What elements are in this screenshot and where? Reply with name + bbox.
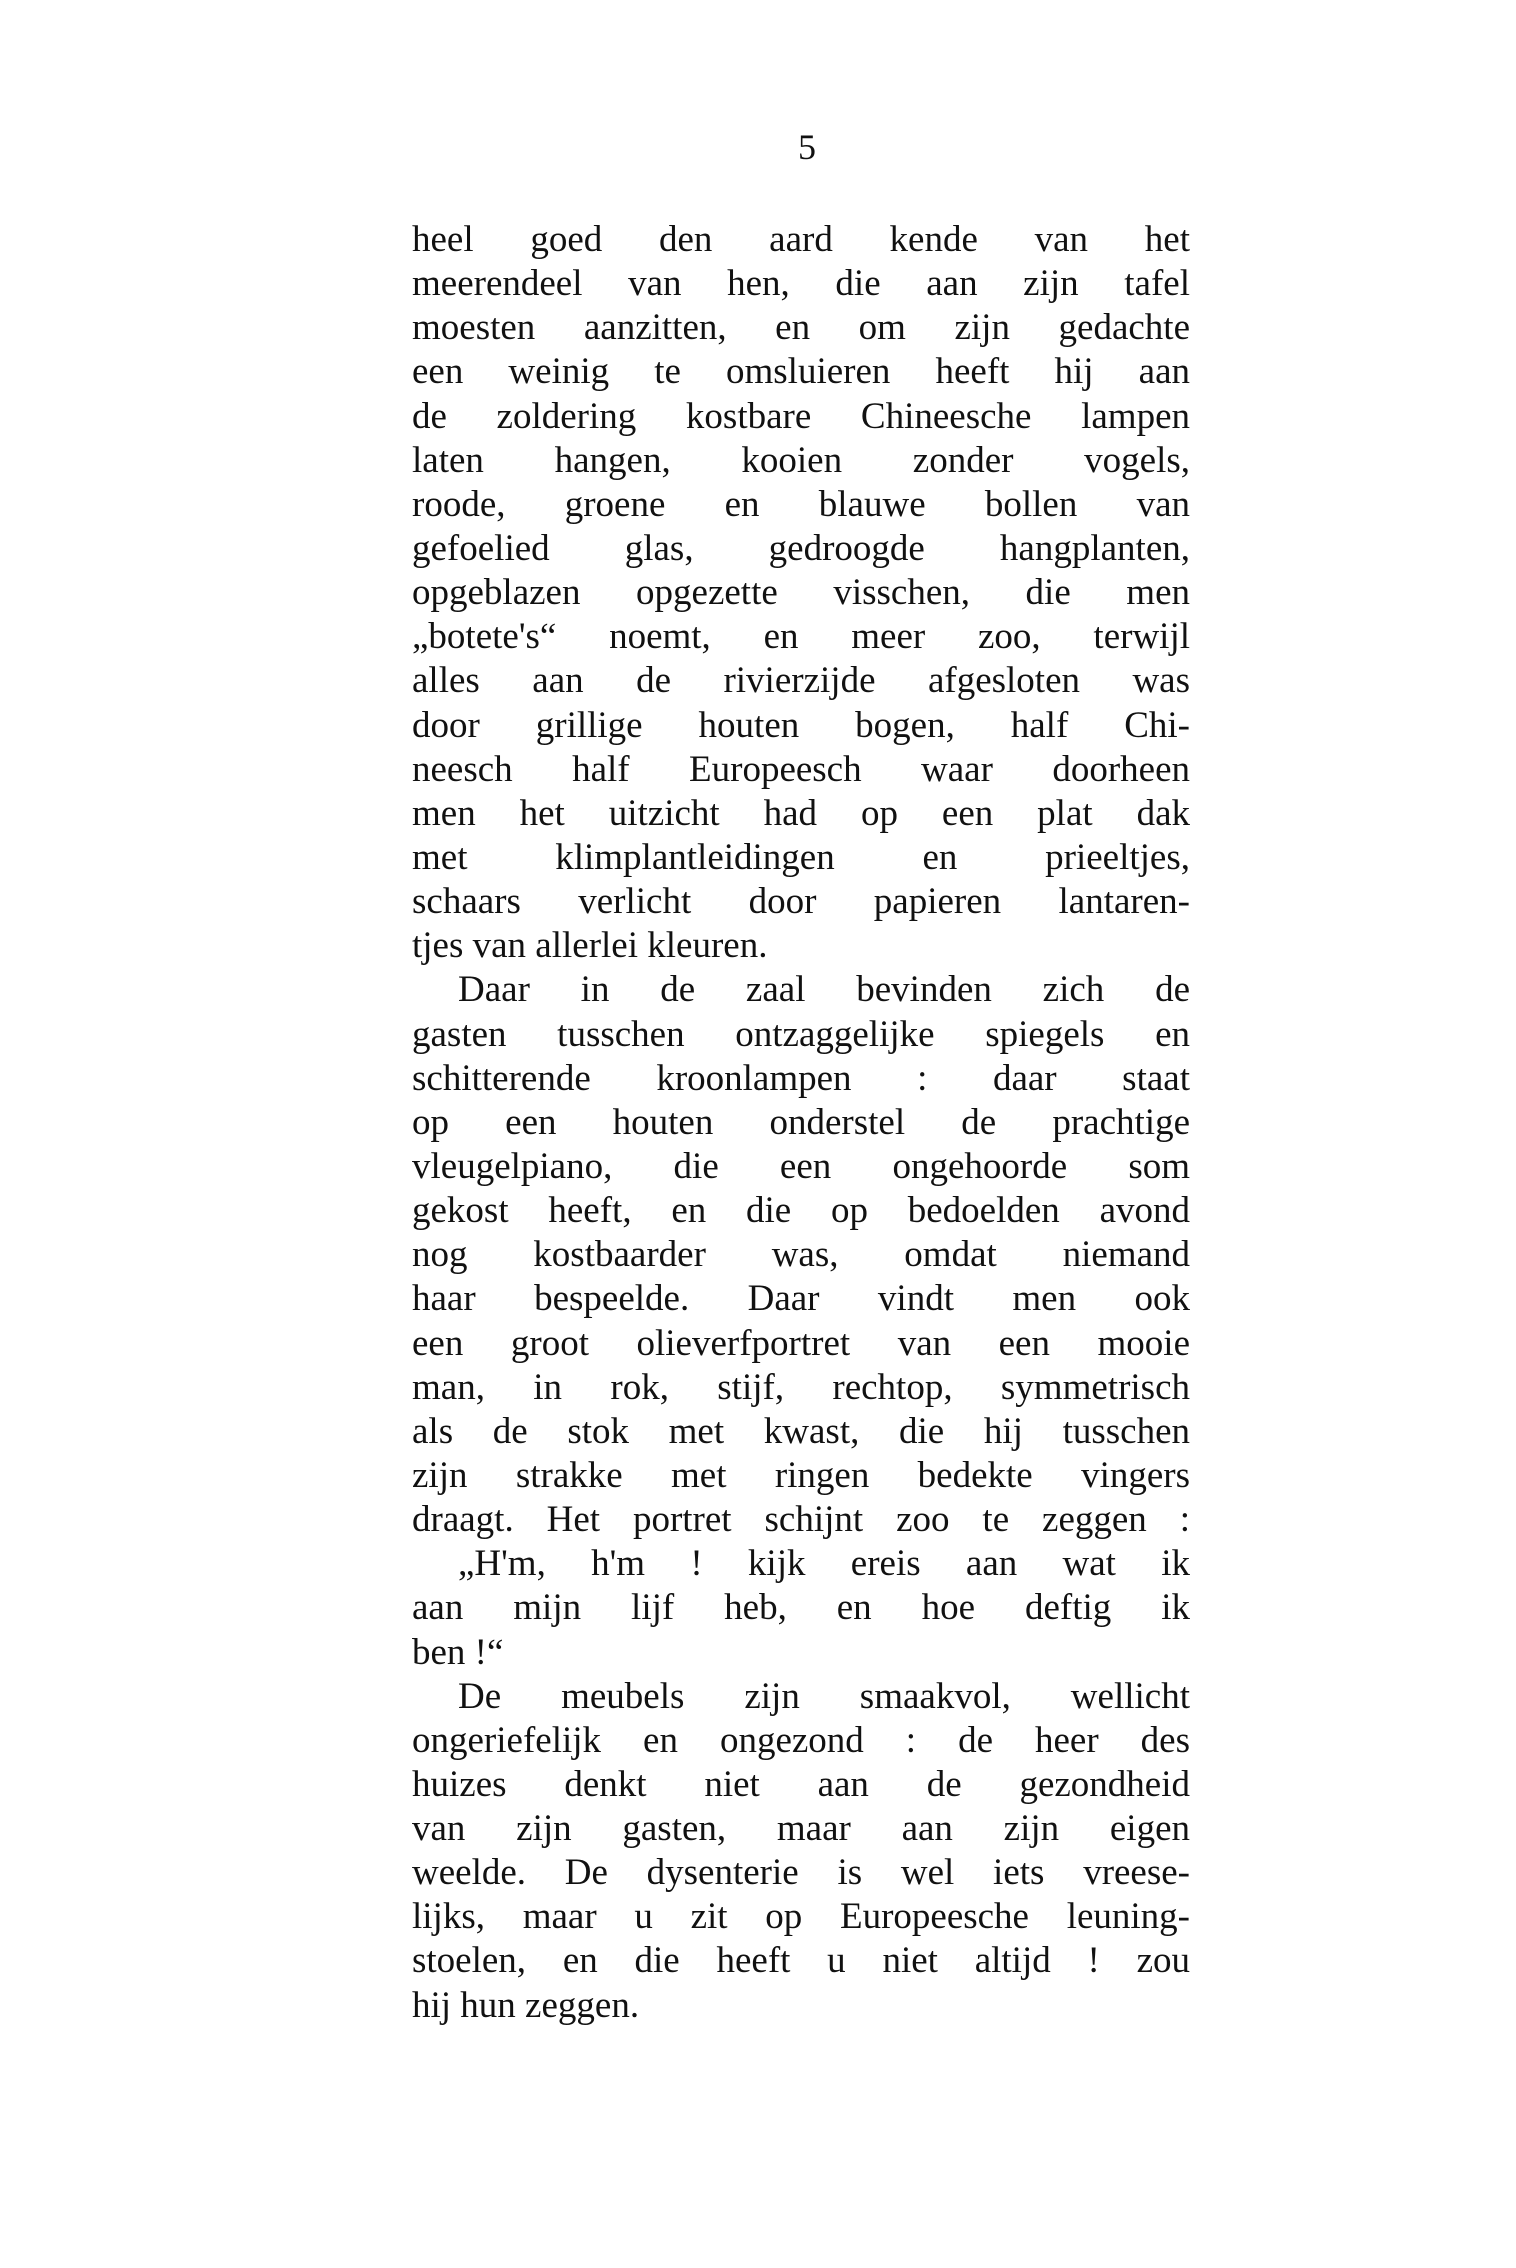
text-line: ben !“ — [412, 1631, 504, 1673]
text-line: van zijn gasten, maar aan zijn eigen — [412, 1808, 1190, 1850]
text-line: „H'm, h'm ! kijk ereis aan wat ik — [458, 1543, 1190, 1585]
text-line: roode, groene en blauwe bollen van — [412, 483, 1190, 525]
body-text — [412, 218, 1190, 2028]
text-line: draagt. Het portret schijnt zoo te zeggen : — [412, 1499, 1190, 1541]
text-line: weelde. De dysenterie is wel iets vreese- — [412, 1852, 1190, 1894]
text-line: man, in rok, stijf, rechtop, symmetrisch — [412, 1366, 1190, 1408]
text-line: De meubels zijn smaakvol, wellicht — [458, 1675, 1190, 1717]
text-line: gefoelied glas, gedroogde hangplanten, — [412, 527, 1190, 569]
text-line: een groot olieverfportret van een mooie — [412, 1322, 1190, 1364]
text-line: alles aan de rivierzijde afgesloten was — [412, 660, 1190, 702]
text-line: ongeriefelijk en ongezond : de heer des — [412, 1719, 1190, 1761]
text-line: zijn strakke met ringen bedekte vingers — [412, 1454, 1190, 1496]
text-line: met klimplantleidingen en prieeltjes, — [412, 836, 1190, 878]
text-line: hij hun zeggen. — [412, 1984, 640, 2026]
text-line: gasten tusschen ontzaggelijke spiegels en — [412, 1013, 1190, 1055]
text-line: men het uitzicht had op een plat dak — [412, 792, 1190, 834]
text-line: meerendeel van hen, die aan zijn tafel — [412, 263, 1190, 305]
text-line: neesch half Europeesch waar doorheen — [412, 748, 1190, 790]
text-line: gekost heeft, en die op bedoelden avond — [412, 1190, 1190, 1232]
text-line: haar bespeelde. Daar vindt men ook — [412, 1278, 1190, 1320]
text-line: „botete's“ noemt, en meer zoo, terwijl — [412, 616, 1190, 658]
text-line: Daar in de zaal bevinden zich de — [458, 969, 1190, 1011]
text-line: tjes van allerlei kleuren. — [412, 925, 768, 967]
text-line: nog kostbaarder was, omdat niemand — [412, 1234, 1190, 1276]
text-line: als de stok met kwast, die hij tusschen — [412, 1410, 1190, 1452]
text-line: laten hangen, kooien zonder vogels, — [412, 439, 1190, 481]
text-line: schaars verlicht door papieren lantaren- — [412, 881, 1190, 923]
text-line: opgeblazen opgezette visschen, die men — [412, 572, 1190, 614]
text-line: door grillige houten bogen, half Chi- — [412, 704, 1190, 746]
text-line: aan mijn lijf heb, en hoe deftig ik — [412, 1587, 1190, 1629]
text-line: lijks, maar u zit op Europeesche leuning- — [412, 1896, 1190, 1938]
text-line: heel goed den aard kende van het — [412, 219, 1190, 260]
text-line: vleugelpiano, die een ongehoorde som — [412, 1145, 1190, 1187]
text-line: een weinig te omsluieren heeft hij aan — [412, 351, 1190, 393]
text-line: schitterende kroonlampen : daar staat — [412, 1057, 1190, 1099]
text-line: stoelen, en die heeft u niet altijd ! zou — [412, 1940, 1190, 1982]
text-line: op een houten onderstel de prachtige — [412, 1101, 1190, 1143]
text-line: huizes denkt niet aan de gezondheid — [412, 1763, 1190, 1805]
page-number: 5 — [798, 127, 816, 167]
text-line: moesten aanzitten, en om zijn gedachte — [412, 307, 1190, 349]
text-line: de zoldering kostbare Chineesche lampen — [412, 395, 1190, 437]
